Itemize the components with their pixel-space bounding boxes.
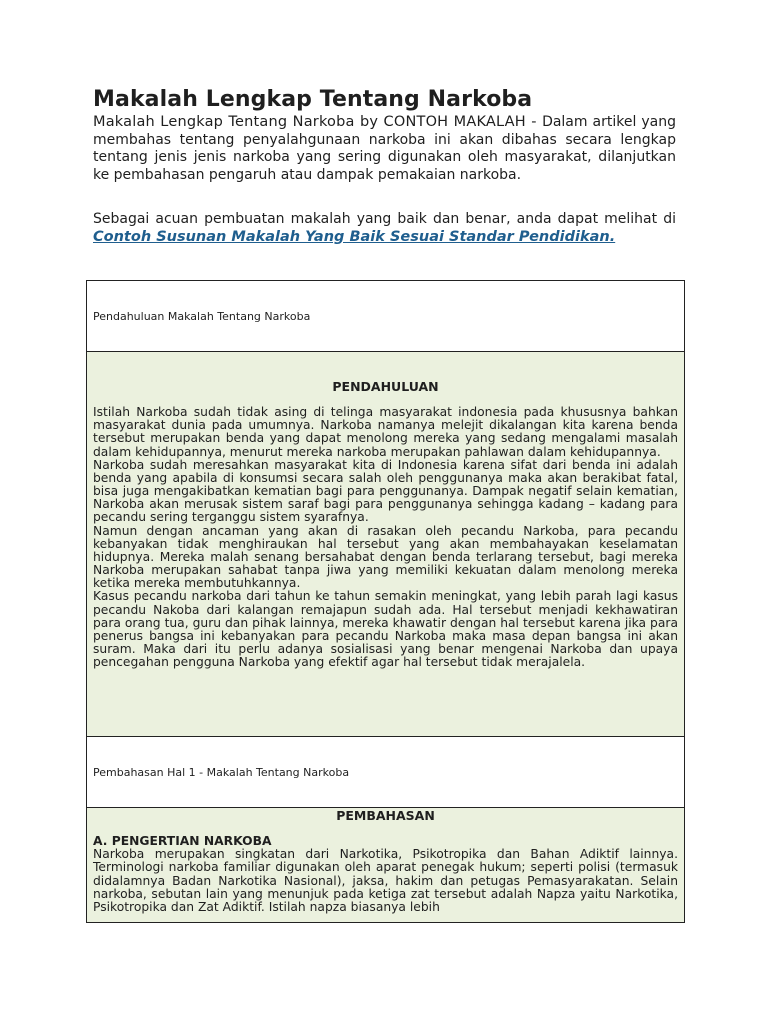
reference-text: Sebagai acuan pembuatan makalah yang baik dan benar, anda dapat melihat di bbox=[93, 211, 676, 227]
section-title: PEMBAHASAN bbox=[336, 808, 435, 823]
intro-paragraph bbox=[93, 114, 676, 184]
subsection-heading: A. PENGERTIAN NARKOBA bbox=[93, 834, 272, 849]
intro-rest: Dalam artikel yang membahas tentang penyalahgunaan narkoba ini akan dibahas secara lengkap tentang jenis jenis narkoba yang sering digunakan oleh masyarakat, dilanjutkan ke pembahasan pengaruh atau dampak pemakaian narkoba. bbox=[93, 114, 676, 183]
document-title: Makalah Lengkap Tentang Narkoba bbox=[93, 87, 533, 112]
paragraph: Narkoba merupakan singkatan dari Narkotika, Psikotropika dan Bahan Adiktif lainnya. Terminologi narkoba familiar digunakan oleh aparat penegak hukum; seperti polisi (termasuk didalamnya Badan Narkotika Nasional), jaksa, hakim dan petugas Pemasyarakatan. Selain narkoba, sebutan lain yang menunjuk pada ketiga zat tersebut adalah Napza yaitu Narkotika, Psikotropika dan Zat Adiktif. Istilah napza biasanya lebih bbox=[93, 847, 678, 914]
section-header-label: Pendahuluan Makalah Tentang Narkoba bbox=[93, 309, 311, 323]
section-body-pembahasan bbox=[87, 808, 684, 922]
document-header bbox=[93, 86, 676, 246]
reference-paragraph bbox=[93, 210, 676, 246]
section-header-pembahasan bbox=[87, 737, 684, 808]
section-header-pendahuluan bbox=[87, 281, 684, 352]
paragraph: Namun dengan ancaman yang akan di rasakan oleh pecandu Narkoba, para pecandu kebanyakan tidak menghiraukan hal tersebut yang akan membahayakan keselamatan hidupnya. Mereka malah senang bersahabat dengan benda terlarang tersebut, bagi mereka Narkoba merupakan sahabat tanpa jiwa yang memiliki kekuatan dalam menolong mereka ketika mereka membutuhkannya. bbox=[93, 523, 678, 591]
paragraph: Narkoba sudah meresahkan masyarakat kita di Indonesia karena sifat dari benda ini adalah benda yang apabila di konsumsi secara salah oleh penggunanya maka akan berakibat fatal, bisa juga mengakibatkan kematian bagi para penggunanya. Dampak negatif selain kematian, Narkoba akan merusak sistem saraf bagi para penggunanya sehingga kadang – kadang para pecandu sering terganggu sistem syarafnya. bbox=[93, 457, 678, 525]
intro-lead: Makalah Lengkap Tentang Narkoba by CONTOH MAKALAH - bbox=[93, 114, 543, 130]
paragraph: Istilah Narkoba sudah tidak asing di telinga masyarakat indonesia pada khususnya bahkan masyarakat dunia pada umumnya. Narkoba namanya melejit dikalangan kita karena benda tersebut merupakan benda yang dapat menolong mereka yang sedang mengalami masalah dalam kehidupannya, menurut mereka narkoba merupakan pahlawan dalam kehidupannya. bbox=[93, 405, 678, 459]
section-header-label: Pembahasan Hal 1 - Makalah Tentang Narkoba bbox=[93, 765, 350, 779]
section-title: PENDAHULUAN bbox=[332, 379, 439, 394]
reference-link[interactable]: Contoh Susunan Makalah Yang Baik Sesuai Standar Pendidikan. bbox=[93, 229, 616, 245]
content-table bbox=[86, 280, 685, 923]
paragraph: Kasus pecandu narkoba dari tahun ke tahun semakin meningkat, yang lebih parah lagi kasus pecandu Nakoba dari kalangan remajapun sudah ada. Hal tersebut menjadi kekhawatiran para orang tua, guru dan pihak lainnya, mereka khawatir dengan hal tersebut karena jika para penerus bangsa ini kebanyakan para pecandu Narkoba maka masa depan bangsa ini akan suram. Maka dari itu perlu adanya sosialisasi yang benar mengenai Narkoba dan upaya pencegahan pengguna Narkoba yang efektif agar hal tersebut tidak merajalela. bbox=[93, 589, 678, 670]
section-body-pendahuluan bbox=[87, 352, 684, 737]
